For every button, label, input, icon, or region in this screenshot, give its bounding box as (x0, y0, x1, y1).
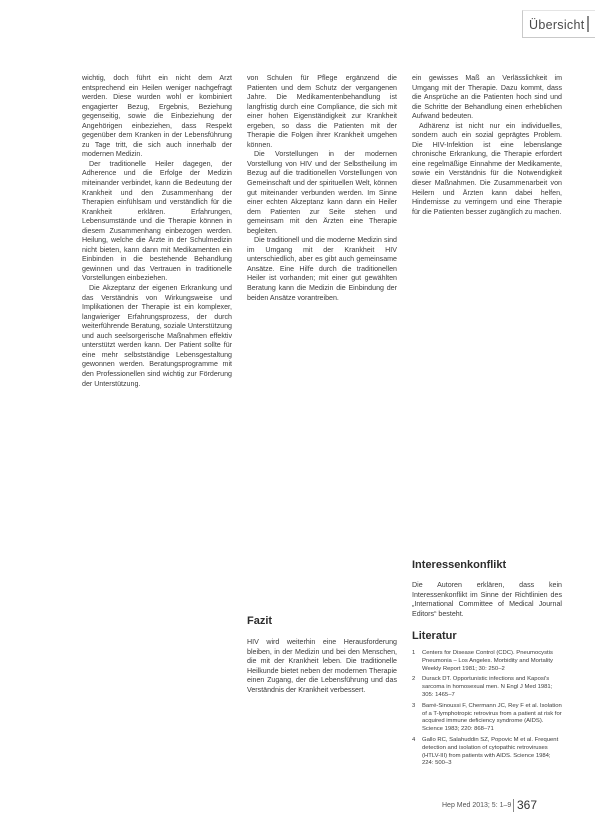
body-paragraph: Der traditionelle Heiler dagegen, der Adherence und die Erfolge der Medizin miteinander verbindet, kann die Bedeutung der Krankheit und den Zusammenhang der Therapien einfühlsam und verständlich für die Krankheit erklären. Erfahrungen, Lebensumstände und die Therapie können in diesem Zusammenhang einbezogen werden. Heilung, welche die Ärzte in der Schulmedizin nicht bieten, kann dann mit Medikamenten ein Einbinden in die bestehende Behandlung gewinnen und das Vertrauen in traditionelle Vorstellungen einbeziehen. (82, 159, 232, 283)
reference-text: Centers for Disease Control (CDC). Pneumocystis Pneumonia – Los Angeles. Morbidity and Mortality Weekly Report 1981; 30: 250–2 (422, 650, 553, 672)
fazit-paragraph: HIV wird weiterhin eine Herausforderung bleiben, in der Medizin und bei den Menschen, die mit der Krankheit leben. Die traditionelle Heilkunde bietet neben der modernen Therapie einen Zugang, der die Lebensführung und das Verständnis der Krankheit verbessert. (247, 638, 397, 694)
reference-number: 4 (412, 736, 416, 743)
section-label: Übersicht (529, 18, 585, 32)
column-middle (247, 74, 397, 303)
reference-number: 2 (412, 676, 416, 683)
reference-list (412, 650, 562, 771)
reference-item (412, 676, 562, 699)
reference-item (412, 737, 562, 768)
reference-item (412, 703, 562, 734)
body-paragraph: Adhärenz ist nicht nur ein individuelles, sondern auch ein sozial geprägtes Problem. Die HIV-Infektion ist eine lebenslange chronische Erkrankung, die Therapie erfordert eine regelmäßige Einnahme der Medikamente, sowie ein Verständnis für die Notwendigkeit dieser Maßnahmen. Die Zusammenarbeit von Heilern und Ärzten kann dabei helfen, Hindernisse zu verringern und eine Therapie für die Patienten besser zugänglich zu machen. (412, 121, 562, 216)
column-left (82, 74, 232, 389)
footer-divider (513, 799, 514, 812)
fazit-heading: Fazit (247, 615, 273, 627)
header-divider (587, 16, 589, 32)
body-paragraph: Die Akzeptanz der eigenen Erkrankung und das Verständnis von Wirkungsweise und Implikationen der Therapie ist ein komplexer, langwieriger Erfahrungsprozess, der durch weiterführende Beratung, soziale Unterstützung und auch seelsorgerische Maßnahmen effektiv unterstützt werden kann. Der Patient sollte für eine mehr selbstständige Lebensgestaltung gewonnen werden. Beratungsprogramme mit den Professionellen sind wichtig zur Förderung der Unterstützung. (82, 284, 232, 388)
page-footer (442, 796, 560, 816)
column-right (412, 74, 562, 217)
reference-text: Durack DT. Opportunistic infections and Kaposi's sarcoma in homosexual men. N Engl J Med 1981; 305: 1465–7 (422, 676, 553, 698)
reference-number: 3 (412, 702, 416, 709)
interessenkonflikt-paragraph: Die Autoren erklären, dass kein Interessenkonflikt im Sinne der Richtlinien des „International Committee of Medical Journal Editors“ besteht. (412, 581, 562, 618)
page-number: 367 (517, 798, 538, 812)
journal-citation: Hep Med 2013; 5: 1–9 (442, 802, 512, 809)
body-paragraph: von Schulen für Pflege ergänzend die Patienten und dem Schutz der vergangenen Jahre. Die Medikamentenbehandlung ist langfristig durch eine Compliance, die sich mit einer hohen Eigenständigkeit zur Krankheit ergeben, so dass die Patienten mit der Therapie die Folgen ihrer Krankheit umgehen können. (247, 74, 397, 149)
reference-text: Barré-Sinoussi F, Chermann JC, Rey F et al. Isolation of a T-lymphotropic retrovirus from a patient at risk for acquired immune deficiency syndrome (AIDS). Science 1983; 220: 868–71 (422, 702, 562, 733)
reference-text: Gallo RC, Salahuddin SZ, Popovic M et al. Frequent detection and isolation of cytopathic retroviruses (HTLV-III) from patients with AIDS. Science 1984; 224: 500–3 (422, 736, 559, 767)
body-paragraph: wichtig, doch führt ein nicht dem Arzt entsprechend ein Heilen weniger nachgefragt werden. Diese wurden wohl er kombiniert engagierter Bezug, Ergebnis, Beziehung gegenseitig, sowie die Einbeziehung der Angehörigen einbeziehen, dass Respekt gegenüber dem Kranken in der Lebensführung zu Tage tritt, die sich auch innerhalb der modernen Medizin. (82, 74, 232, 159)
reference-item (412, 650, 562, 673)
body-paragraph: ein gewisses Maß an Verlässlichkeit im Umgang mit der Therapie. Dazu kommt, dass die Ansprüche an die Patienten hoch sind und die Schritte der Behandlung einen erheblichen Aufwand bedeuten. (412, 74, 562, 121)
body-paragraph: Die traditionell und die moderne Medizin sind im Umgang mit der Krankheit HIV unterschiedlich, aber es gibt auch gemeinsame Ansätze. Eine Hilfe durch die traditionellen Heiler ist vorhanden; mit einer gut gewählten Beratung kann die Medizin die Einbindung der beiden Ansätze vorantreiben. (247, 236, 397, 302)
literatur-heading: Literatur (412, 630, 457, 642)
reference-number: 1 (412, 650, 416, 656)
section-header (522, 10, 595, 38)
body-paragraph: Die Vorstellungen in der modernen Vorstellung von HIV und der Selbstheilung im Bezug auf die traditionellen Vorstellungen von Gemeinschaft und der spirituellen Welt, können gut miteinander verbunden werden. Im Sinne einer echten Akzeptanz kann dann ein Heiler dem Patienten zur Seite stehen und gemeinsam mit den Ärzten eine Therapie begleiten. (247, 150, 397, 235)
interessenkonflikt-heading: Interessenkonflikt (412, 559, 507, 571)
